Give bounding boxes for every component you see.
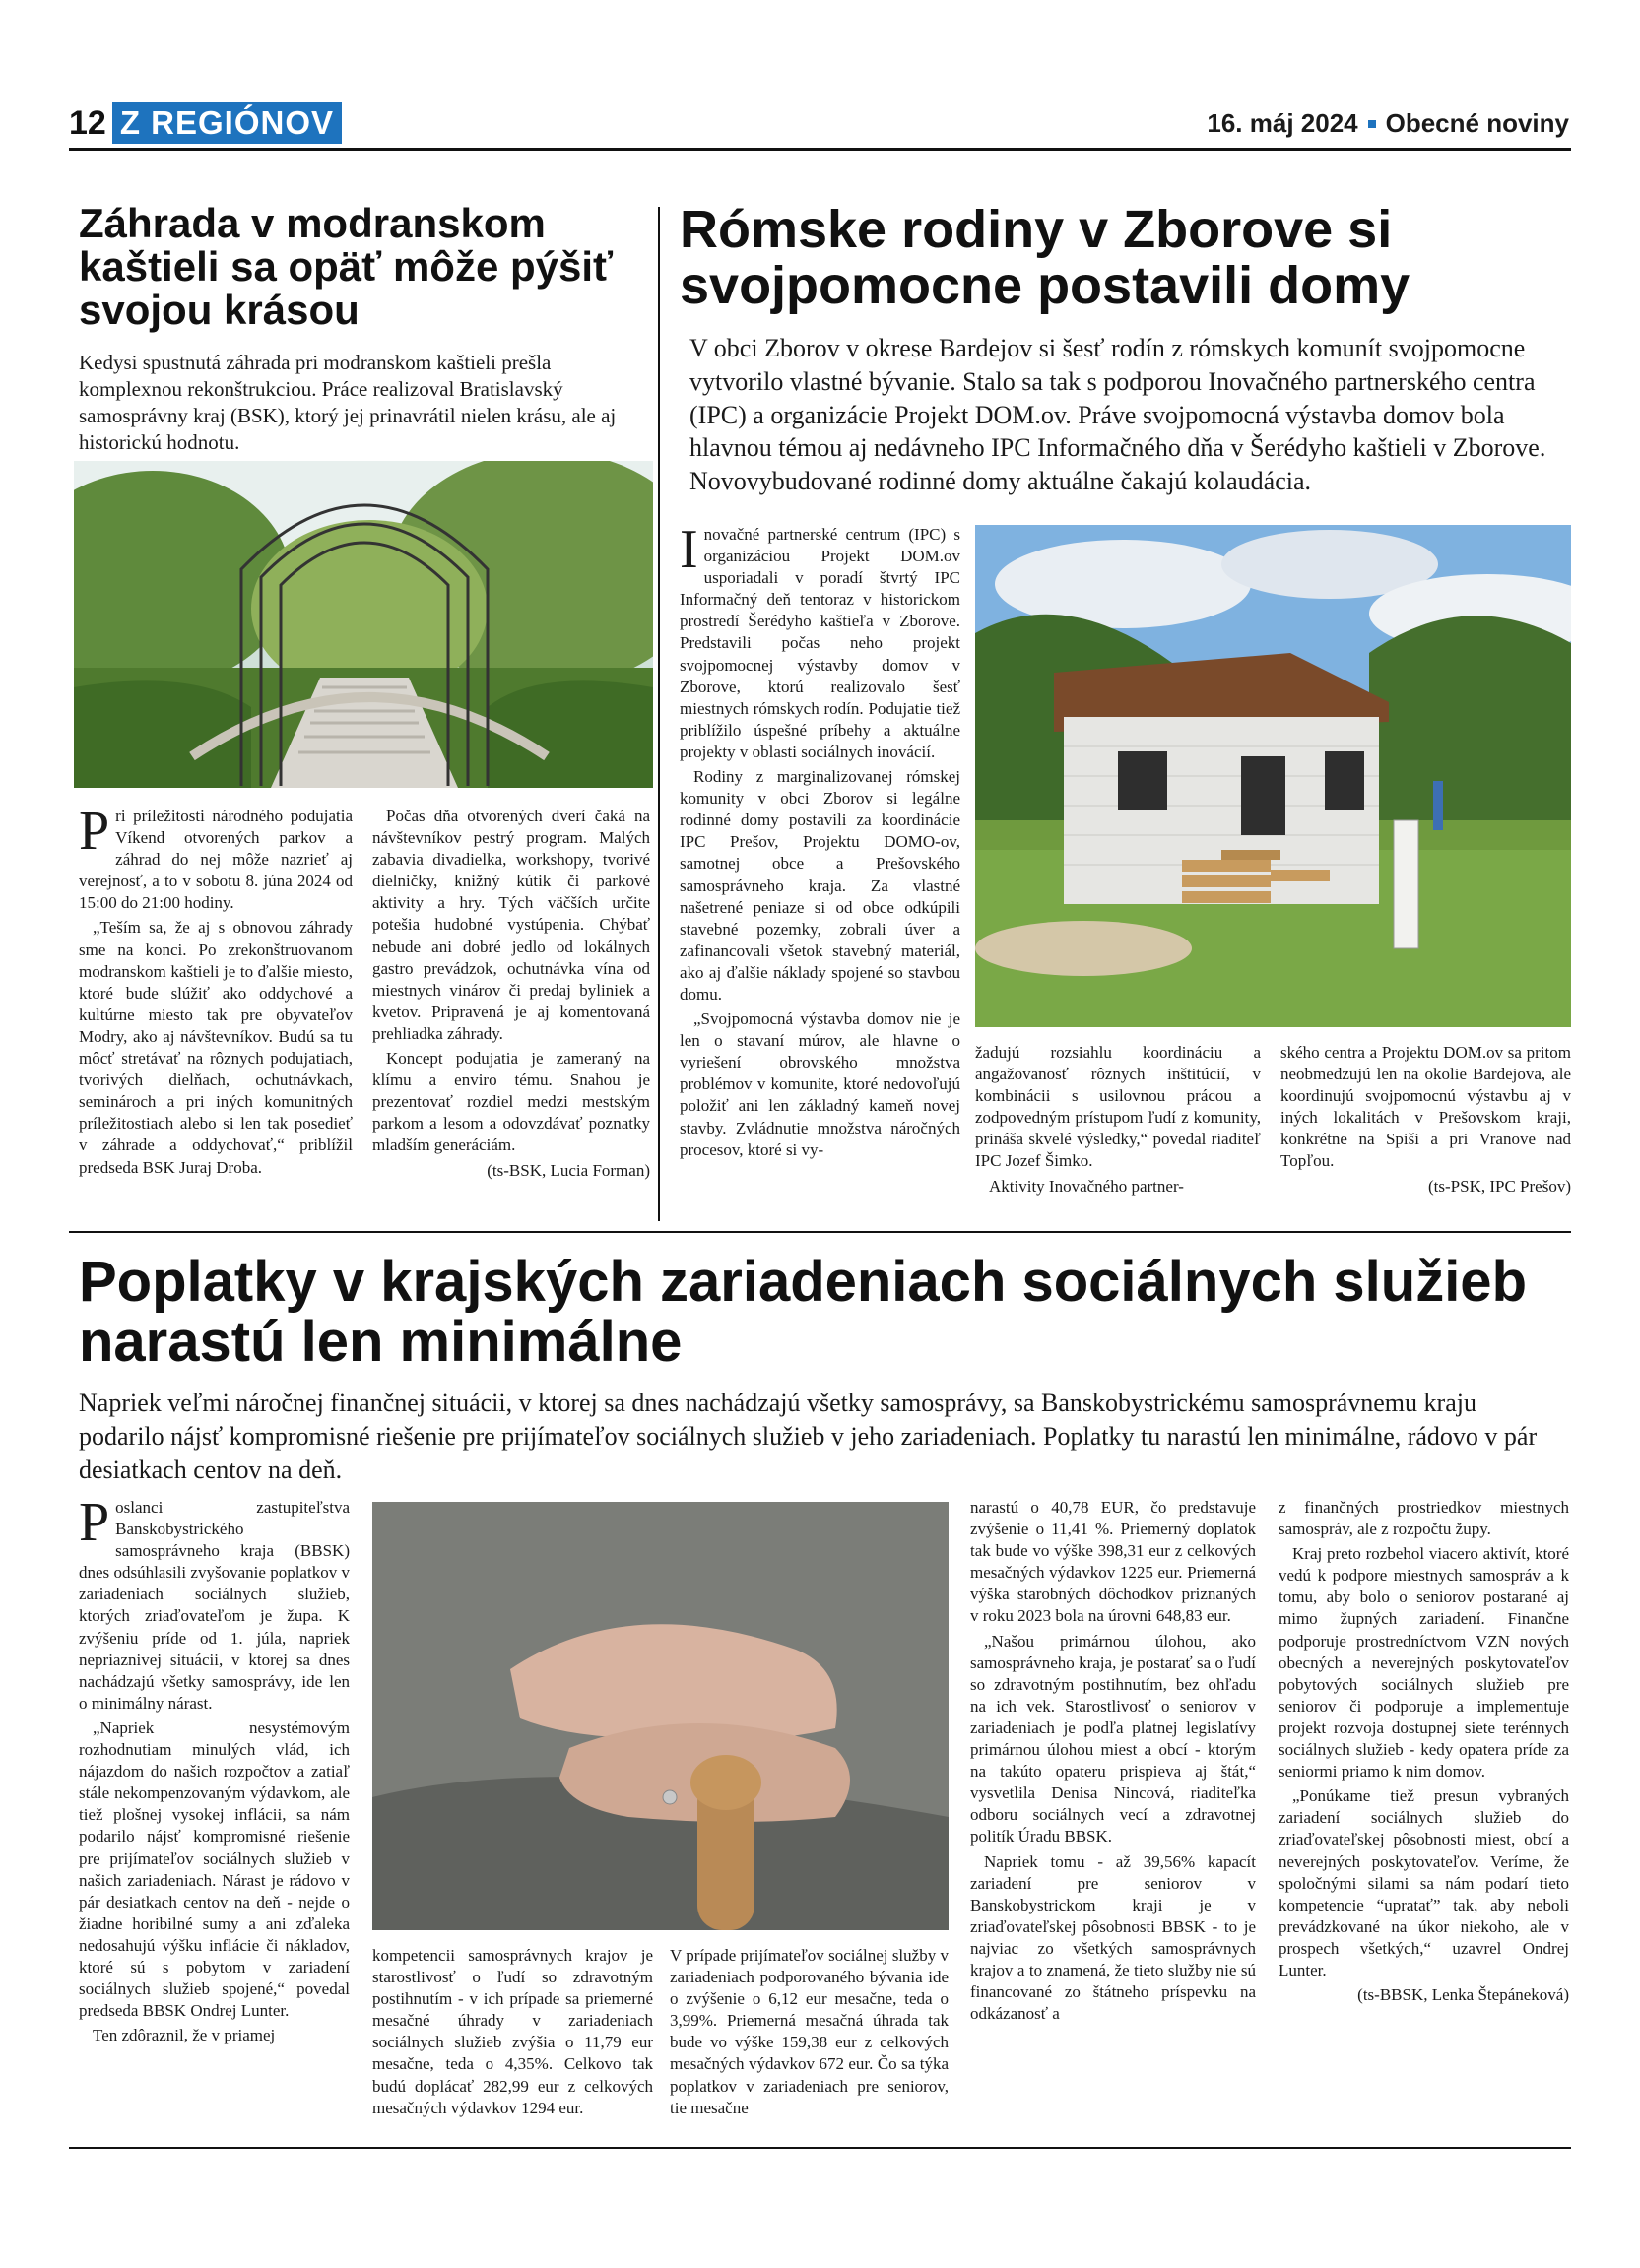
page-number: 12 [69, 103, 106, 142]
article3-column-5 [1279, 1497, 1569, 2006]
article2-paragraph: novačné partnerské centrum (IPC) s organizáciou Projekt DOM.ov usporiadali v poradí štvrtý IPC Informačný deň tentoraz v historickom prostredí Šerédyho kaštieľa v Zborove. Predstavili počas neho projekt svojpomocnej výstavby domov v Zborove, ktorú realizovalo šesť miestnych rómskych rodín. Podujatie tiež priblížilo úspešné príbehy a aktuálne projekty v oblasti sociálnych inovácií. [680, 525, 960, 761]
article1-paragraph: Koncept podujatia je zameraný na klímu a enviro tému. Snahou je prezentovať rozdiel medzi mestským parkom a lesom a odovzdávať poznatky mladším generáciám. [372, 1049, 650, 1155]
article3-paragraph: oslanci zastupiteľstva Banskobystrického samosprávneho kraja (BBSK) dnes odsúhlasili zvyšovanie poplatkov v zariadeniach sociálnych služieb, ktorých zriaďovateľom je župa. K zvýšeniu príde od 1. júla, napriek nepriaznivej situácii, v ktorej sa dnes nachádzajú všetky samosprávy, ide len o minimálny nárast. [79, 1498, 350, 1713]
article2-paragraph: „Svojpomocná výstavba domov nie je len o stavaní múrov, ale hlavne o vyriešení obrovského množstva problémov v komunite, ktoré nedovoľujú položiť ani len základný kameň novej stavby. Zvládnutie množstva náročných procesov, ktoré si vy- [680, 1009, 960, 1159]
article3-paragraph: V prípade prijímateľov sociálnej služby v zariadeniach podporovaného bývania ide o zvýšenie o 6,12 eur mesačne, teda o 3,99%. Priemerná mesačná úhrada tak bude vo výške 159,38 eur z celkových mesačných výdavkov 672 eur. Čo sa týka poplatkov v zariadeniach pre seniorov, tie mesačne [670, 1946, 949, 2117]
article2-credit: (ts-PSK, IPC Prešov) [1428, 1176, 1571, 1196]
article3-lead: Napriek veľmi náročnej finančnej situácii, v ktorej sa dnes nachádzajú všetky samosprávy, sa Banskobystrickému samosprávnemu kraju podarilo nájsť kompromisné riešenie pre prijímateľov sociálnych služieb v jeho zariadeniach. Poplatky tu narastú len minimálne, rádovo v pár desiatkach centov na deň. [79, 1389, 1538, 1484]
article2-paragraph: Aktivity Inovačného partner- [989, 1176, 1184, 1196]
article2-title: Rómske rodiny v Zborove si svojpomocne postavili domy [680, 200, 1410, 315]
article3-paragraph: z finančných prostriedkov miestnych samospráv, ale z rozpočtu župy. [1279, 1498, 1569, 1539]
dropcap: P [79, 1492, 110, 1553]
article1-lead: Kedysi spustnutá záhrada pri modranskom kaštieli prešla komplexnou rekonštrukciou. Práce realizoval Bratislavský samosprávny kraj (BSK), ktorý jej prinavrátil nielen krásu, ale aj historickú hodnotu. [79, 351, 617, 454]
article3-paragraph: Kraj preto rozbehol viacero aktivít, ktoré vedú k podpore miestnych samospráv a k tomu, aby bolo o seniorov postarané aj mimo župných zariadení. Finančne podporuje prostredníctvom VZN nových obecných a neverejných poskytovateľov pobytových sociálnych služieb pre seniorov či podporuje a implementuje projekt rozvoja dostupnej siete terénnych sociálnych služieb - kedy opatera príde za seniormi priamo k nim domov. [1279, 1544, 1569, 1782]
article3-paragraph: kompetencii samosprávnych krajov je starostlivosť o ľudí so zdravotným postihnutím - v ich prípade sa priemerné mesačné úhrady v zariadeniach sociálnych služieb zvýšia o 11,79 eur mesačne, teda o 4,35%. Celkovo tak budú doplácať 282,99 eur z celkových mesačných výdavkov 1294 eur. [372, 1946, 653, 2117]
header-rule [69, 148, 1571, 151]
article3-paragraph: narastú o 40,78 EUR, čo predstavuje zvýšenie o 11,41 %. Priemerný doplatok tak bude vo výške 398,31 eur z celkových mesačných výdavkov 1225 eur. Priemerná výška starobných dôchodkov priznaných v roku 2023 bola na úrovni 648,83 eur. [970, 1498, 1256, 1626]
hands-photo [372, 1502, 949, 1930]
separator-dot [1368, 120, 1376, 128]
article3-title: Poplatky v krajských zariadeniach sociálnych služieb narastú len minimálne [79, 1250, 1527, 1374]
section-label: Z REGIÓNOV [112, 102, 342, 144]
article3-column-2 [372, 1945, 653, 2122]
dropcap: I [680, 519, 698, 580]
article3-column-4 [970, 1497, 1256, 2028]
article-separator [69, 1231, 1571, 1233]
footer-rule [69, 2147, 1571, 2149]
article1-credit: (ts-BSK, Lucia Forman) [487, 1160, 650, 1180]
article2-lead: V obci Zborov v okrese Bardejov si šesť rodín z rómskych komunít svojpomocne vytvorilo vlastné bývanie. Stalo sa tak s podporou Inovačného partnerského centra (IPC) a organizácie Projekt DOM.ov. Práve svojpomocná výstavba domov bola hlavnou témou aj nedávneho IPC Informačného dňa v Šerédyho kaštieli v Zborove. Novovybudované rodinné domy aktuálne čakajú kolaudácia. [689, 334, 1546, 496]
page-header-left [69, 102, 342, 144]
dropcap: P [79, 801, 110, 862]
article3-paragraph: „Našou primárnou úlohou, ako samosprávneho kraja, je postarať sa o ľudí so zdravotným postihnutím, bez ohľadu na ich vek. Starostlivosť o seniorov v zariadeniach je podľa platnej legislatívy primárnou úlohou miest a obcí - ktorým na takúto opateru prispieva aj štát,“ vysvetlila Denisa Nincová, riaditeľka odboru sociálnych vecí a zdravotnej politík Úradu BBSK. [970, 1631, 1256, 1847]
article1-paragraph: Počas dňa otvorených dverí čaká na návštevníkov pestrý program. Malých zabavia divadielka, workshopy, tvorivé dielničky, knižný kútik či parkové aktivity a hry. Tých väčších určite potešia hudobné vystúpenia. Chýbať nebude ani dobré jedlo od lokálnych gastro prevádzok, ochutnávka vína od miestnych vinárov či predaj byliniek a kvetov. Pripravená je aj komentovaná prehliadka záhrady. [372, 807, 650, 1043]
article1-column-1 [79, 801, 353, 1182]
article1-title: Záhrada v modranskom kaštieli sa opäť môže pýšiť svojou krásou [79, 200, 614, 334]
article1-paragraph: ri príležitosti národného podujatia Víkend otvorených parkov a záhrad do nej môže nazrieť aj verejnosť, a to v sobotu 8. júna 2024 od 15:00 do 21:00 hodiny. [79, 807, 353, 913]
article3-column-1 [79, 1492, 350, 2049]
article2-paragraph: žadujú rozsiahlu koordináciu a angažovanosť rôznych inštitúcií, v kombinácii s usilovnou prácou a zodpovedným prístupom ľudí z komunity, prináša skvelé výsledky,“ povedal riaditeľ IPC Jozef Šimko. [975, 1043, 1261, 1171]
article2-column-1 [680, 519, 960, 1164]
article2-paragraph: ského centra a Projektu DOM.ov sa pritom neobmedzujú len na okolie Bardejova, ale koordinujú svojpomocnú výstavbu aj v iných lokalitách v Prešovskom kraji, konkrétne na Spiši a pri Vranove nad Topľou. [1280, 1043, 1571, 1171]
article2-column-2 [975, 1042, 1261, 1200]
article3-paragraph: „Napriek nesystémovým rozhodnutiam minulých vlád, ich nájazdom do našich rozpočtov a zatiaľ stále nekompenzovaným výdavkom, ale tiež plošnej vysokej inflácii, sa nám podarilo nájsť kompromisné riešenie pre prijímateľov sociálnych služieb v našich zariadeniach. Nárast je rádovo v pár desiatkach centov na deň - nejde o žiadne horibilné sumy a ani zďaleka nedosahujú výšku inflácie či nákladov, ktoré sú s pobytom v zariadení sociálnych služieb spojené,“ povedal predseda BBSK Ondrej Lunter. [79, 1717, 350, 2021]
article3-paragraph: Napriek tomu - až 39,56% kapacít zariadení pre seniorov v Banskobystrickom kraji je v zriaďovateľskej pôsobnosti BBSK - to je najviac zo všetkých samosprávnych krajov a to znamená, že tieto služby nie sú financované zo štátneho príspevku na odkázanosť a [970, 1851, 1256, 2024]
article2-column-3 [1280, 1042, 1571, 1198]
issue-date: 16. máj 2024 [1207, 108, 1358, 138]
publication-name: Obecné noviny [1385, 108, 1569, 138]
article3-column-3 [670, 1945, 949, 2122]
article1-column-2 [372, 806, 650, 1182]
article2-paragraph: Rodiny z marginalizovanej rómskej komunity v obci Zborov si legálne rodinné domy postavili za koordinácie IPC Prešov, Projektu DOMO-ov, samotnej obce a Prešovského samosprávneho kraja. Za vlastné našetrené peniaze si od obce odkúpili stavebné pozemky, zobrali úver a zafinancovali všetok stavebný materiál, ako aj ďalšie náklady spojené so stavbou domu. [680, 767, 960, 1004]
article3-credit: (ts-BBSK, Lenka Štepáneková) [1357, 1985, 1569, 2005]
column-divider [658, 207, 660, 1221]
article3-paragraph: Ten zdôraznil, že v priamej [93, 2026, 276, 2045]
page-header-right [1207, 108, 1569, 139]
garden-photo [74, 461, 653, 788]
article3-paragraph: „Ponúkame tiež presun vybraných zariadení sociálnych služieb do zriaďovateľskej pôsobnosti miest, obcí a neverejných poskytovateľov. Veríme, že spoločnými silami sa nám podarí tieto kompetencie “upratať” tak, aby neboli prevádzkované na úkor niekoho, ale v prospech všetkých,“ uzavrel Ondrej Lunter. [1279, 1786, 1569, 1979]
article1-paragraph: „Teším sa, že aj s obnovou záhrady sme na konci. Po zrekonštruovanom modranskom kaštieli je to ďalšie miesto, ktoré bude slúžiť ako oddychové a kultúrne miesto tak pre obyvateľov Modry, ako aj návštevníkov. Budú sa tu môcť stretávať na rôznych podujatiach, tvorivých dielňach, ochutnávkach, seminároch a pri iných komunitných príležitostiach alebo si len tak posedieť v záhrade a oddychovať,“ priblížil predseda BSK Juraj Droba. [79, 918, 353, 1177]
house-photo [975, 525, 1571, 1027]
